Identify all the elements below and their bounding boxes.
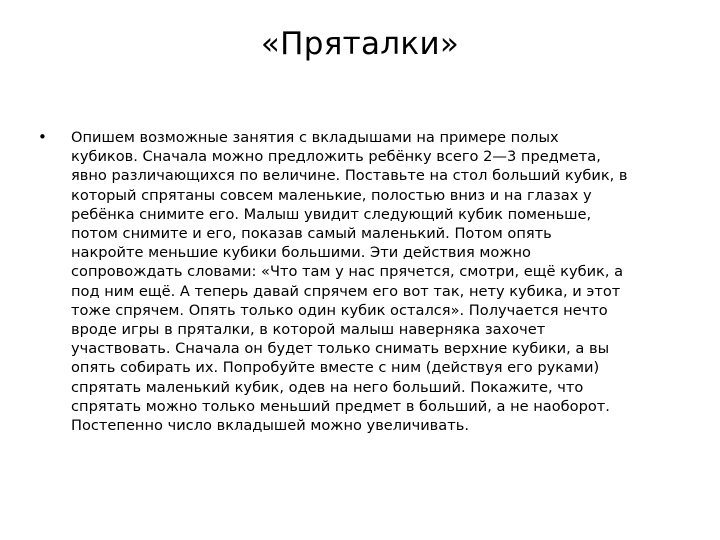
bullet-list xyxy=(38,128,678,435)
bullet-text: Опишем возможные занятия с вкладышами на примере полых кубиков. Сначала можно предложить ребёнку всего 2—3 предмета, явно различающихся по величине. Поставьте на стол больший кубик, в который спрятаны совсем маленькие, полостью вниз и на глазах у ребёнка снимите его. Малыш увидит следующий кубик поменьше, потом снимите и его, показав самый маленький. Потом опять накройте меньшие кубики большими. Эти действия можно сопровождать словами: «Что там у нас прячется, смотри, ещё кубик, а под ним ещё. А теперь давай спрячем его вот так, нету кубика, и этот тоже спрячем. Опять только один кубик остался». Получается нечто вроде игры в пряталки, в которой малыш наверняка захочет участвовать. Сначала он будет только снимать верхние кубики, а вы опять собирать их. Попробуйте вместе с ним (действуя его руками) спрятать маленький кубик, одев на него больший. Покажите, что спрятать можно только меньший предмет в больший, а не наоборот. Постепенно число вкладышей можно увеличивать. xyxy=(71,129,628,435)
slide-title: «Пряталки» xyxy=(260,26,460,62)
bullet-marker: • xyxy=(38,128,47,146)
bullet-item xyxy=(38,128,678,435)
